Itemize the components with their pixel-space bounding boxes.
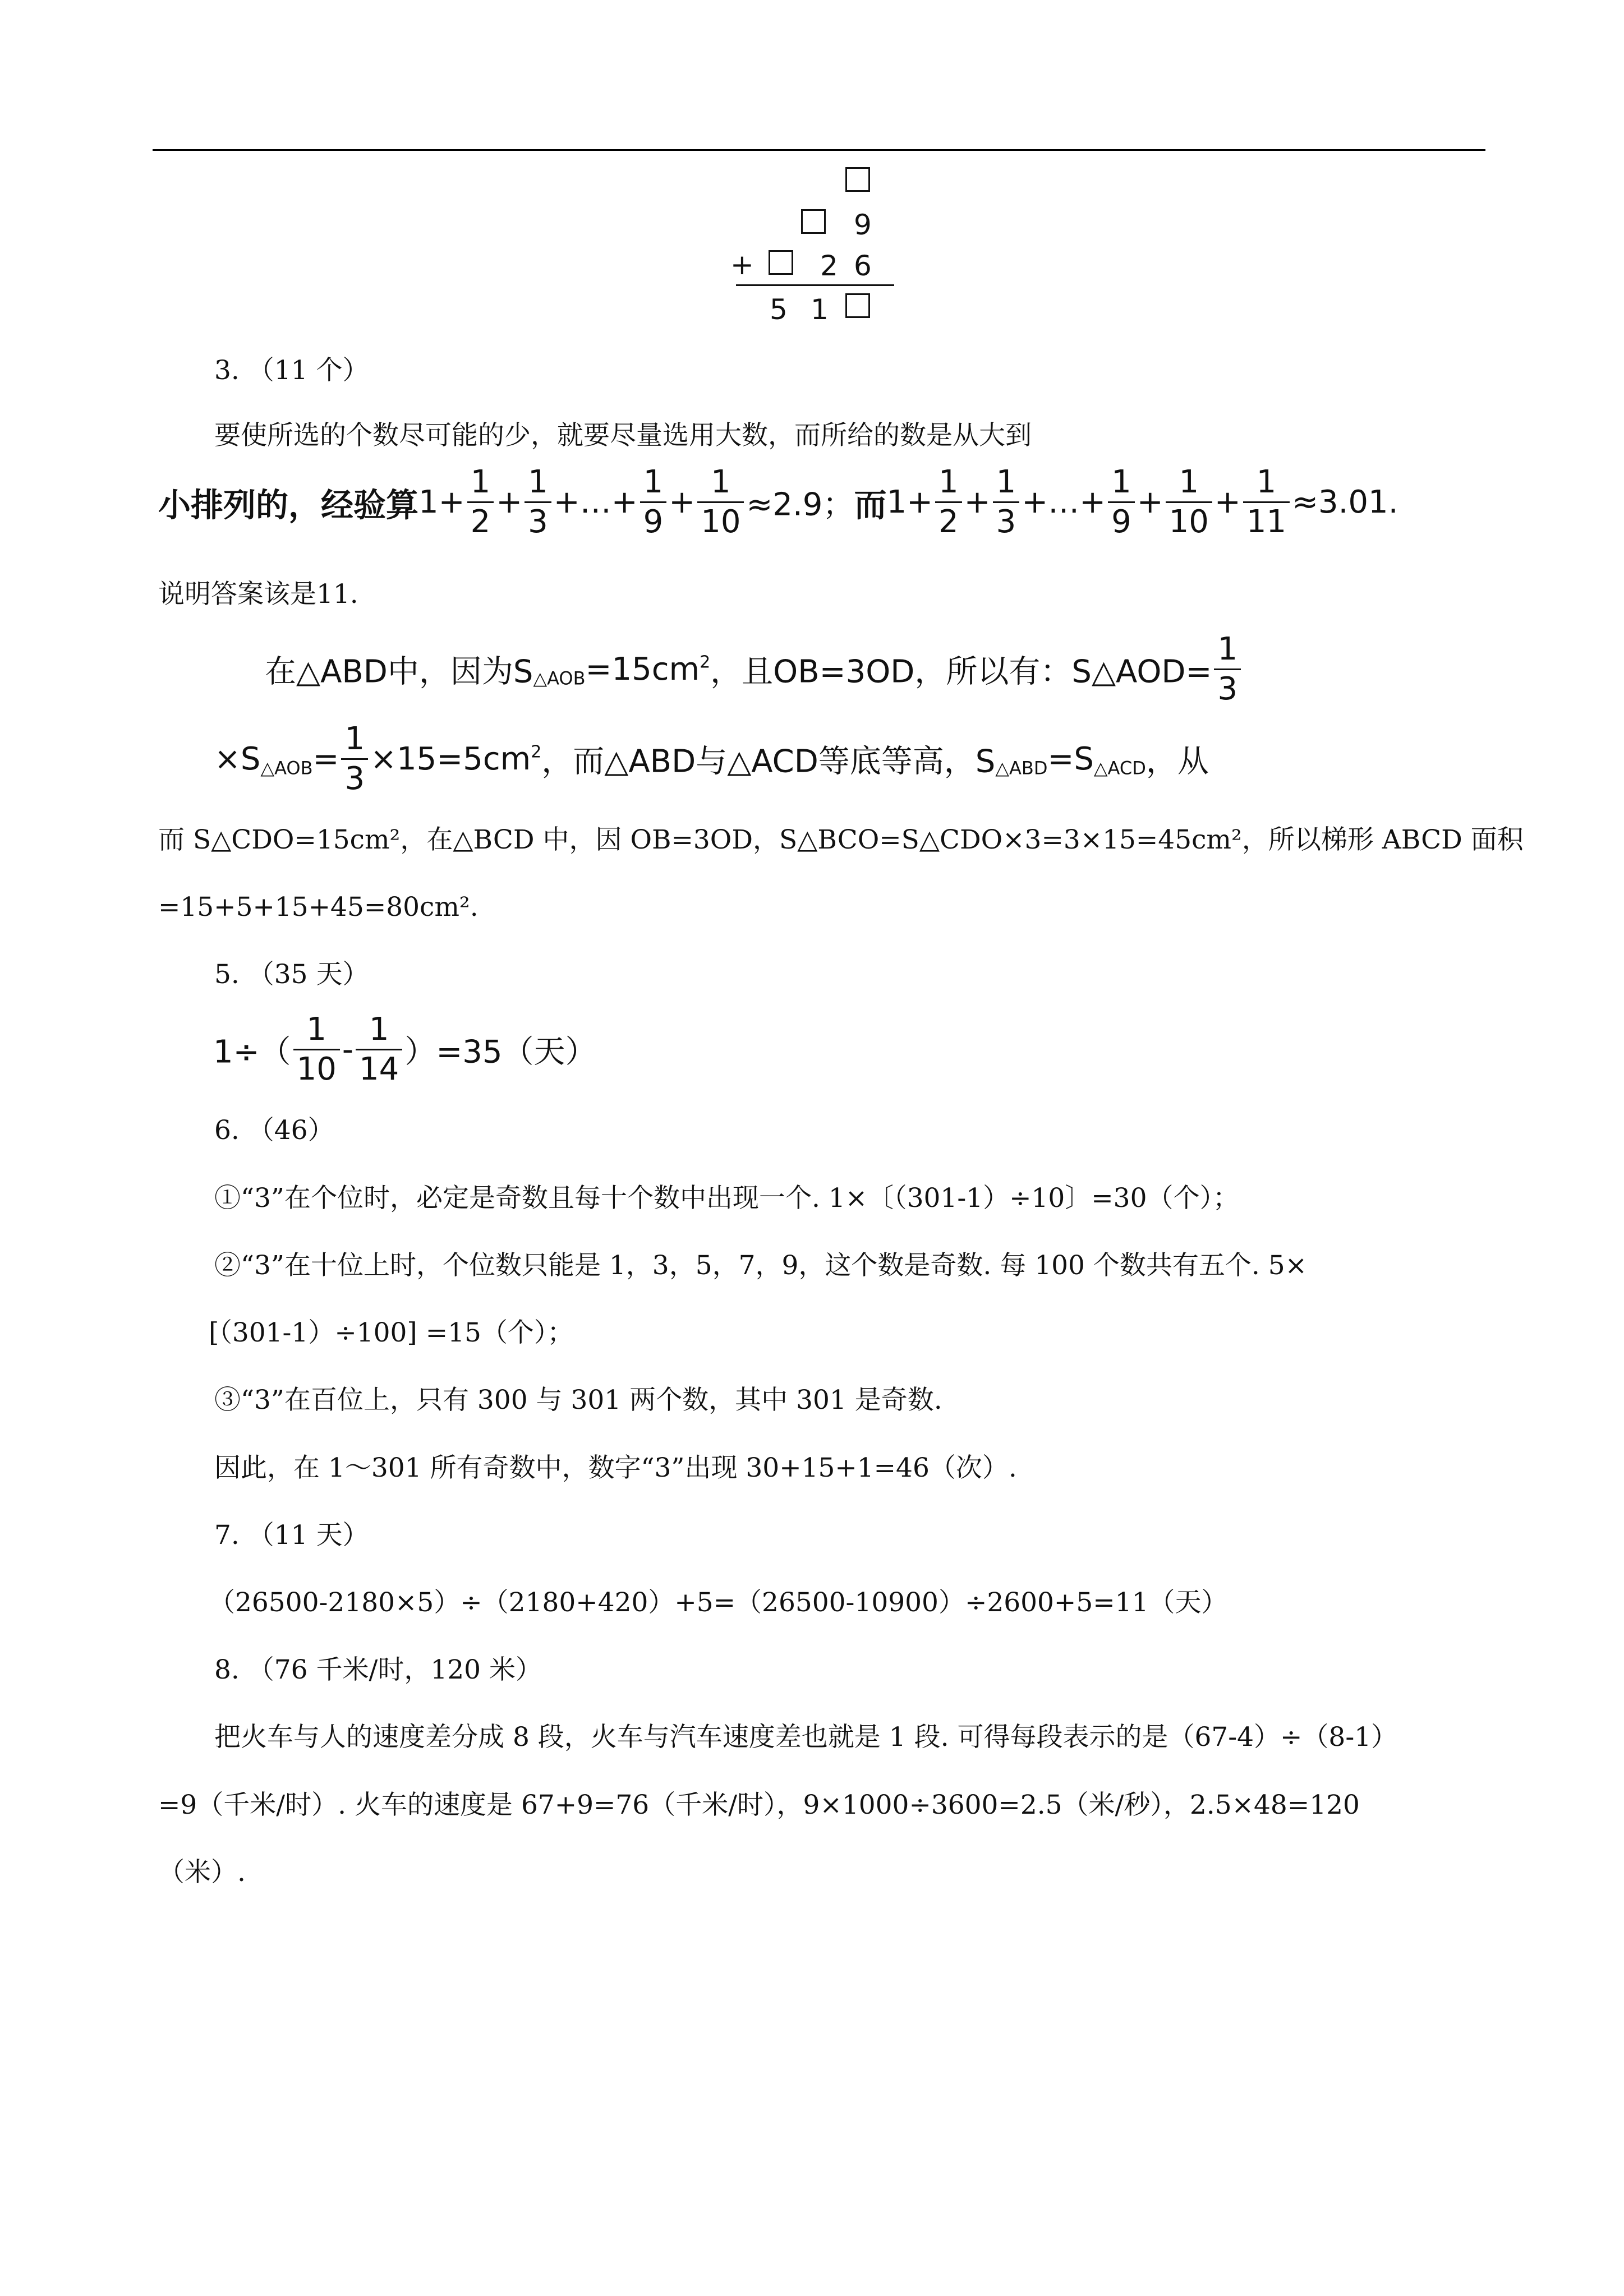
denominator: 10	[701, 504, 741, 540]
denominator: 3	[1217, 671, 1238, 707]
plus-sign: +	[964, 484, 991, 520]
plus-sign: +	[1214, 484, 1241, 520]
plus-sign: +	[496, 484, 523, 520]
q3-header: 3. （11 个）	[214, 355, 369, 386]
q4-line1	[265, 631, 1243, 707]
denominator: 3	[528, 504, 548, 540]
text-segment: =15cm	[585, 651, 700, 688]
text-segment: ，从	[1145, 743, 1209, 780]
formula-one: 1	[418, 484, 439, 520]
denominator: 9	[643, 504, 664, 540]
q6-p2b: [（301-1）÷100] =15（个）；	[209, 1317, 574, 1348]
q8-p3: （米）.	[158, 1857, 246, 1888]
blank-box	[801, 209, 826, 234]
fraction	[1243, 464, 1290, 540]
q7-p1: （26500-2180×5）÷（2180+420）+5=（26500-10900）÷2600+5=11（天）	[209, 1587, 1228, 1618]
numerator: 1	[935, 467, 962, 503]
numerator: 1	[293, 1014, 340, 1050]
q6-p4: 因此，在 1～301 所有奇数中，数字“3”出现 30+15+1=46（次）.	[214, 1453, 1017, 1483]
fraction	[640, 464, 667, 540]
puzzle-digit: 2	[820, 250, 838, 282]
text-segment: 1÷（	[213, 1034, 291, 1071]
denominator: 2	[470, 504, 491, 540]
denominator: 10	[296, 1051, 337, 1087]
fraction	[697, 464, 744, 540]
fraction	[1166, 464, 1212, 540]
q7-header: 7. （11 天）	[214, 1520, 369, 1551]
denominator: 11	[1246, 504, 1287, 540]
q5-header: 5. （35 天）	[214, 959, 369, 990]
text-segment: ，而△ABD与△ACD等底等高，S	[541, 743, 996, 780]
q8-header: 8. （76 千米/时，120 米）	[214, 1654, 542, 1685]
subscript: △AOB	[260, 757, 313, 779]
plus-sign: +	[1079, 484, 1106, 520]
blank-box	[845, 293, 870, 318]
denominator: 3	[996, 504, 1016, 540]
q3-formula	[158, 464, 1398, 540]
puzzle-digit: 9	[854, 209, 872, 241]
numerator: 1	[525, 467, 551, 503]
ellipsis: …	[1048, 484, 1080, 520]
numerator: 1	[1166, 467, 1212, 503]
q3-paragraph: 要使所选的个数尽可能的少，就要尽量选用大数，而所给的数是从大到	[214, 420, 1032, 451]
q6-p3: ③“3”在百位上，只有 300 与 301 两个数，其中 301 是奇数.	[214, 1385, 942, 1416]
text-segment: ）=35（天）	[404, 1034, 597, 1071]
q6-p1: ①“3”在个位时，必定是奇数且每十个数中出现一个. 1×〔（301-1）÷10〕=30（个）；	[214, 1183, 1239, 1214]
text-segment: ×15=5cm	[370, 741, 531, 777]
text-segment: =S	[1047, 741, 1094, 777]
plus-sign: +	[730, 248, 754, 281]
text-segment: ×S	[214, 741, 261, 777]
numerator: 1	[993, 467, 1020, 503]
denominator: 2	[938, 504, 959, 540]
denominator: 3	[344, 760, 365, 797]
numerator: 1	[1214, 634, 1241, 670]
puzzle-digit: 6	[854, 250, 872, 282]
header-rule	[153, 149, 1485, 151]
fraction	[935, 464, 962, 540]
puzzle-digit: 5	[770, 293, 788, 326]
numerator: 1	[697, 467, 744, 503]
equals: =	[312, 741, 339, 777]
superscript: 2	[700, 652, 711, 672]
subscript: △AOB	[533, 667, 586, 689]
plus-sign: +	[553, 484, 580, 520]
fraction	[356, 1011, 402, 1087]
q6-p2a: ②“3”在十位上时，个位数只能是 1，3，5，7，9，这个数是奇数. 每 100 个数共有五个. 5×	[214, 1250, 1308, 1281]
numerator: 1	[640, 467, 667, 503]
q3-conclusion: 说明答案该是11.	[158, 579, 358, 610]
formula-prefix: 小排列的，经验算	[158, 486, 419, 524]
q8-p1: 把火车与人的速度差分成 8 段，火车与汽车速度差也就是 1 段. 可得每段表示的是（67-4）÷（8-1）	[214, 1722, 1398, 1753]
minus-sign: -	[342, 1031, 354, 1068]
q8-p2: =9（千米/时）. 火车的速度是 67+9=76（千米/时），9×1000÷3600=2.5（米/秒），2.5×48=120	[158, 1790, 1360, 1820]
fraction	[1214, 631, 1241, 707]
q4-line3: 而 S△CDO=15cm²，在△BCD 中，因 OB=3OD，S△BCO=S△CDO×3=3×15=45cm²，所以梯形 ABCD 面积	[158, 824, 1524, 855]
plus-sign: +	[1022, 484, 1048, 520]
fraction	[993, 464, 1020, 540]
fraction	[525, 464, 551, 540]
approx-b: ≈3.01.	[1292, 484, 1398, 520]
formula-mid: 而	[854, 486, 887, 524]
plus-sign: +	[907, 484, 933, 520]
fraction	[293, 1011, 340, 1087]
ellipsis: …	[579, 484, 611, 520]
text-segment: 在△ABD中，因为S	[265, 653, 533, 690]
subscript: △ABD	[995, 757, 1048, 779]
denominator: 9	[1111, 504, 1131, 540]
q5-formula	[213, 1011, 597, 1087]
text-segment: ，且OB=3OD，所以有：S△AOD=	[710, 653, 1212, 690]
q4-line4: =15+5+15+45=80cm².	[158, 892, 479, 923]
superscript: 2	[531, 742, 542, 762]
plus-sign: +	[611, 484, 638, 520]
plus-sign: +	[1137, 484, 1163, 520]
numerator: 1	[341, 723, 368, 760]
subscript: △ACD	[1093, 757, 1146, 779]
blank-box	[769, 250, 793, 275]
denominator: 10	[1168, 504, 1209, 540]
numerator: 1	[1108, 467, 1135, 503]
denominator: 14	[359, 1051, 399, 1087]
sum-line	[736, 284, 894, 286]
numerator: 1	[1243, 467, 1290, 503]
plus-sign: +	[669, 484, 696, 520]
q6-header: 6. （46）	[214, 1115, 334, 1146]
plus-sign: +	[438, 484, 465, 520]
numerator: 1	[467, 467, 494, 503]
fraction	[1108, 464, 1135, 540]
formula-one: 1	[886, 484, 907, 520]
q4-line2	[214, 723, 1209, 795]
blank-box	[845, 167, 870, 192]
puzzle-digit: 1	[811, 293, 829, 326]
fraction	[467, 464, 494, 540]
fraction	[341, 723, 368, 795]
numerator: 1	[356, 1014, 402, 1050]
approx-a: ≈2.9；	[746, 486, 854, 523]
